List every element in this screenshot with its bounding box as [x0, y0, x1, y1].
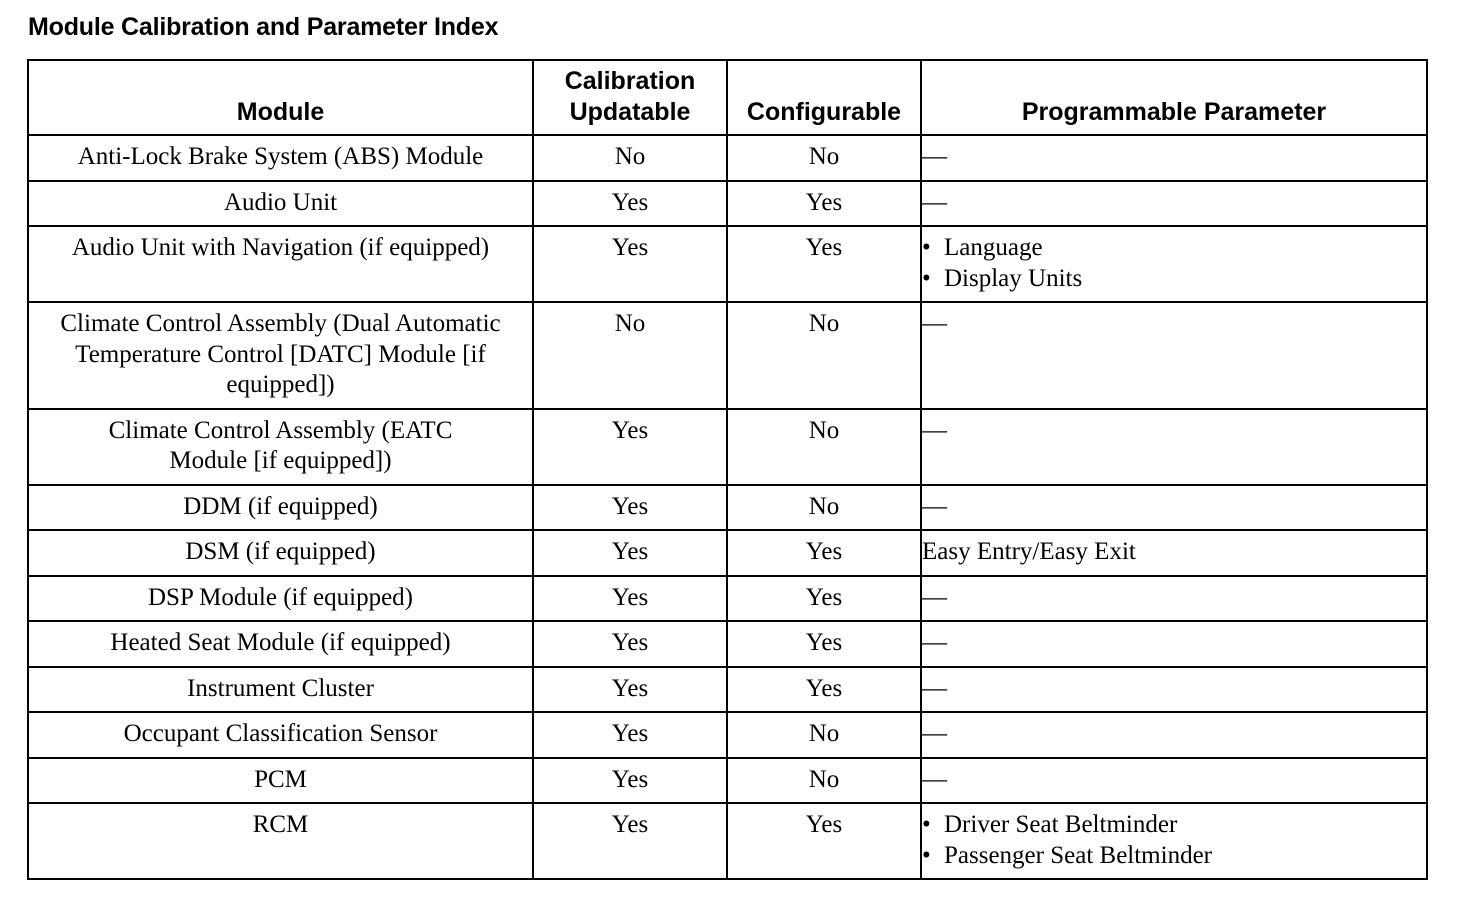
module-cell: PCM [28, 758, 533, 804]
calibration-cell: Yes [533, 712, 727, 758]
configurable-cell: No [727, 135, 921, 181]
module-cell: DSM (if equipped) [28, 530, 533, 576]
table-row [28, 758, 1427, 804]
calibration-cell: No [533, 302, 727, 409]
module-cell: DSP Module (if equipped) [28, 576, 533, 622]
calibration-cell: Yes [533, 621, 727, 667]
column-header-calibration-updatable [533, 60, 727, 135]
column-header-programmable-parameter: Programmable Parameter [921, 60, 1427, 135]
configurable-cell: No [727, 409, 921, 485]
table-row [28, 803, 1427, 879]
table-row [28, 530, 1427, 576]
configurable-cell: Yes [727, 667, 921, 713]
parameter-cell [921, 226, 1427, 302]
configurable-cell: Yes [727, 181, 921, 227]
table-row [28, 302, 1427, 409]
column-header-configurable: Configurable [727, 60, 921, 135]
configurable-cell: Yes [727, 621, 921, 667]
calibration-cell: Yes [533, 409, 727, 485]
calibration-cell: Yes [533, 485, 727, 531]
table-row [28, 181, 1427, 227]
table-row [28, 409, 1427, 485]
calibration-cell: Yes [533, 758, 727, 804]
parameter-cell: — [921, 485, 1427, 531]
parameter-cell: — [921, 302, 1427, 409]
module-index-table [27, 59, 1428, 880]
calibration-cell: Yes [533, 576, 727, 622]
parameter-list-item: • Language [922, 233, 1426, 264]
parameter-cell: — [921, 712, 1427, 758]
configurable-cell: Yes [727, 226, 921, 302]
table-row [28, 226, 1427, 302]
table-row [28, 712, 1427, 758]
table-row [28, 621, 1427, 667]
module-cell-text: Climate Control Assembly (EATC Module [if equipped]) [108, 416, 453, 474]
calibration-cell: Yes [533, 530, 727, 576]
configurable-cell: No [727, 302, 921, 409]
parameter-cell: — [921, 135, 1427, 181]
table-row [28, 485, 1427, 531]
module-cell: Occupant Classification Sensor [28, 712, 533, 758]
parameter-cell: — [921, 758, 1427, 804]
column-header-module: Module [28, 60, 533, 135]
module-cell [28, 409, 533, 485]
table-header-row [28, 60, 1427, 135]
calibration-cell: Yes [533, 181, 727, 227]
parameter-cell: — [921, 409, 1427, 485]
parameter-cell: — [921, 576, 1427, 622]
module-cell: Heated Seat Module (if equipped) [28, 621, 533, 667]
module-cell: Audio Unit [28, 181, 533, 227]
parameter-cell [921, 803, 1427, 879]
parameter-list-item: • Driver Seat Beltminder [922, 810, 1426, 841]
parameter-list [922, 810, 1426, 871]
calibration-cell: No [533, 135, 727, 181]
parameter-list-item: • Display Units [922, 264, 1426, 295]
module-cell-text: Climate Control Assembly (Dual Automatic Temperature Control [DATC] Module [if equipped]) [60, 310, 501, 398]
parameter-cell: — [921, 667, 1427, 713]
parameter-list [922, 233, 1426, 294]
module-cell: Audio Unit with Navigation (if equipped) [28, 226, 533, 302]
configurable-cell: Yes [727, 803, 921, 879]
parameter-list-item: • Passenger Seat Beltminder [922, 841, 1426, 872]
column-header-calibration-label: Calibration Updatable [564, 67, 696, 126]
parameter-cell: Easy Entry/Easy Exit [921, 530, 1427, 576]
configurable-cell: Yes [727, 530, 921, 576]
table-row [28, 135, 1427, 181]
module-cell: RCM [28, 803, 533, 879]
module-cell: Anti-Lock Brake System (ABS) Module [28, 135, 533, 181]
calibration-cell: Yes [533, 803, 727, 879]
parameter-cell: — [921, 621, 1427, 667]
module-cell [28, 302, 533, 409]
table-row [28, 667, 1427, 713]
calibration-cell: Yes [533, 226, 727, 302]
page-title: Module Calibration and Parameter Index [28, 13, 499, 41]
calibration-cell: Yes [533, 667, 727, 713]
configurable-cell: Yes [727, 576, 921, 622]
table-row [28, 576, 1427, 622]
configurable-cell: No [727, 758, 921, 804]
configurable-cell: No [727, 485, 921, 531]
module-cell: Instrument Cluster [28, 667, 533, 713]
parameter-cell: — [921, 181, 1427, 227]
configurable-cell: No [727, 712, 921, 758]
module-cell: DDM (if equipped) [28, 485, 533, 531]
